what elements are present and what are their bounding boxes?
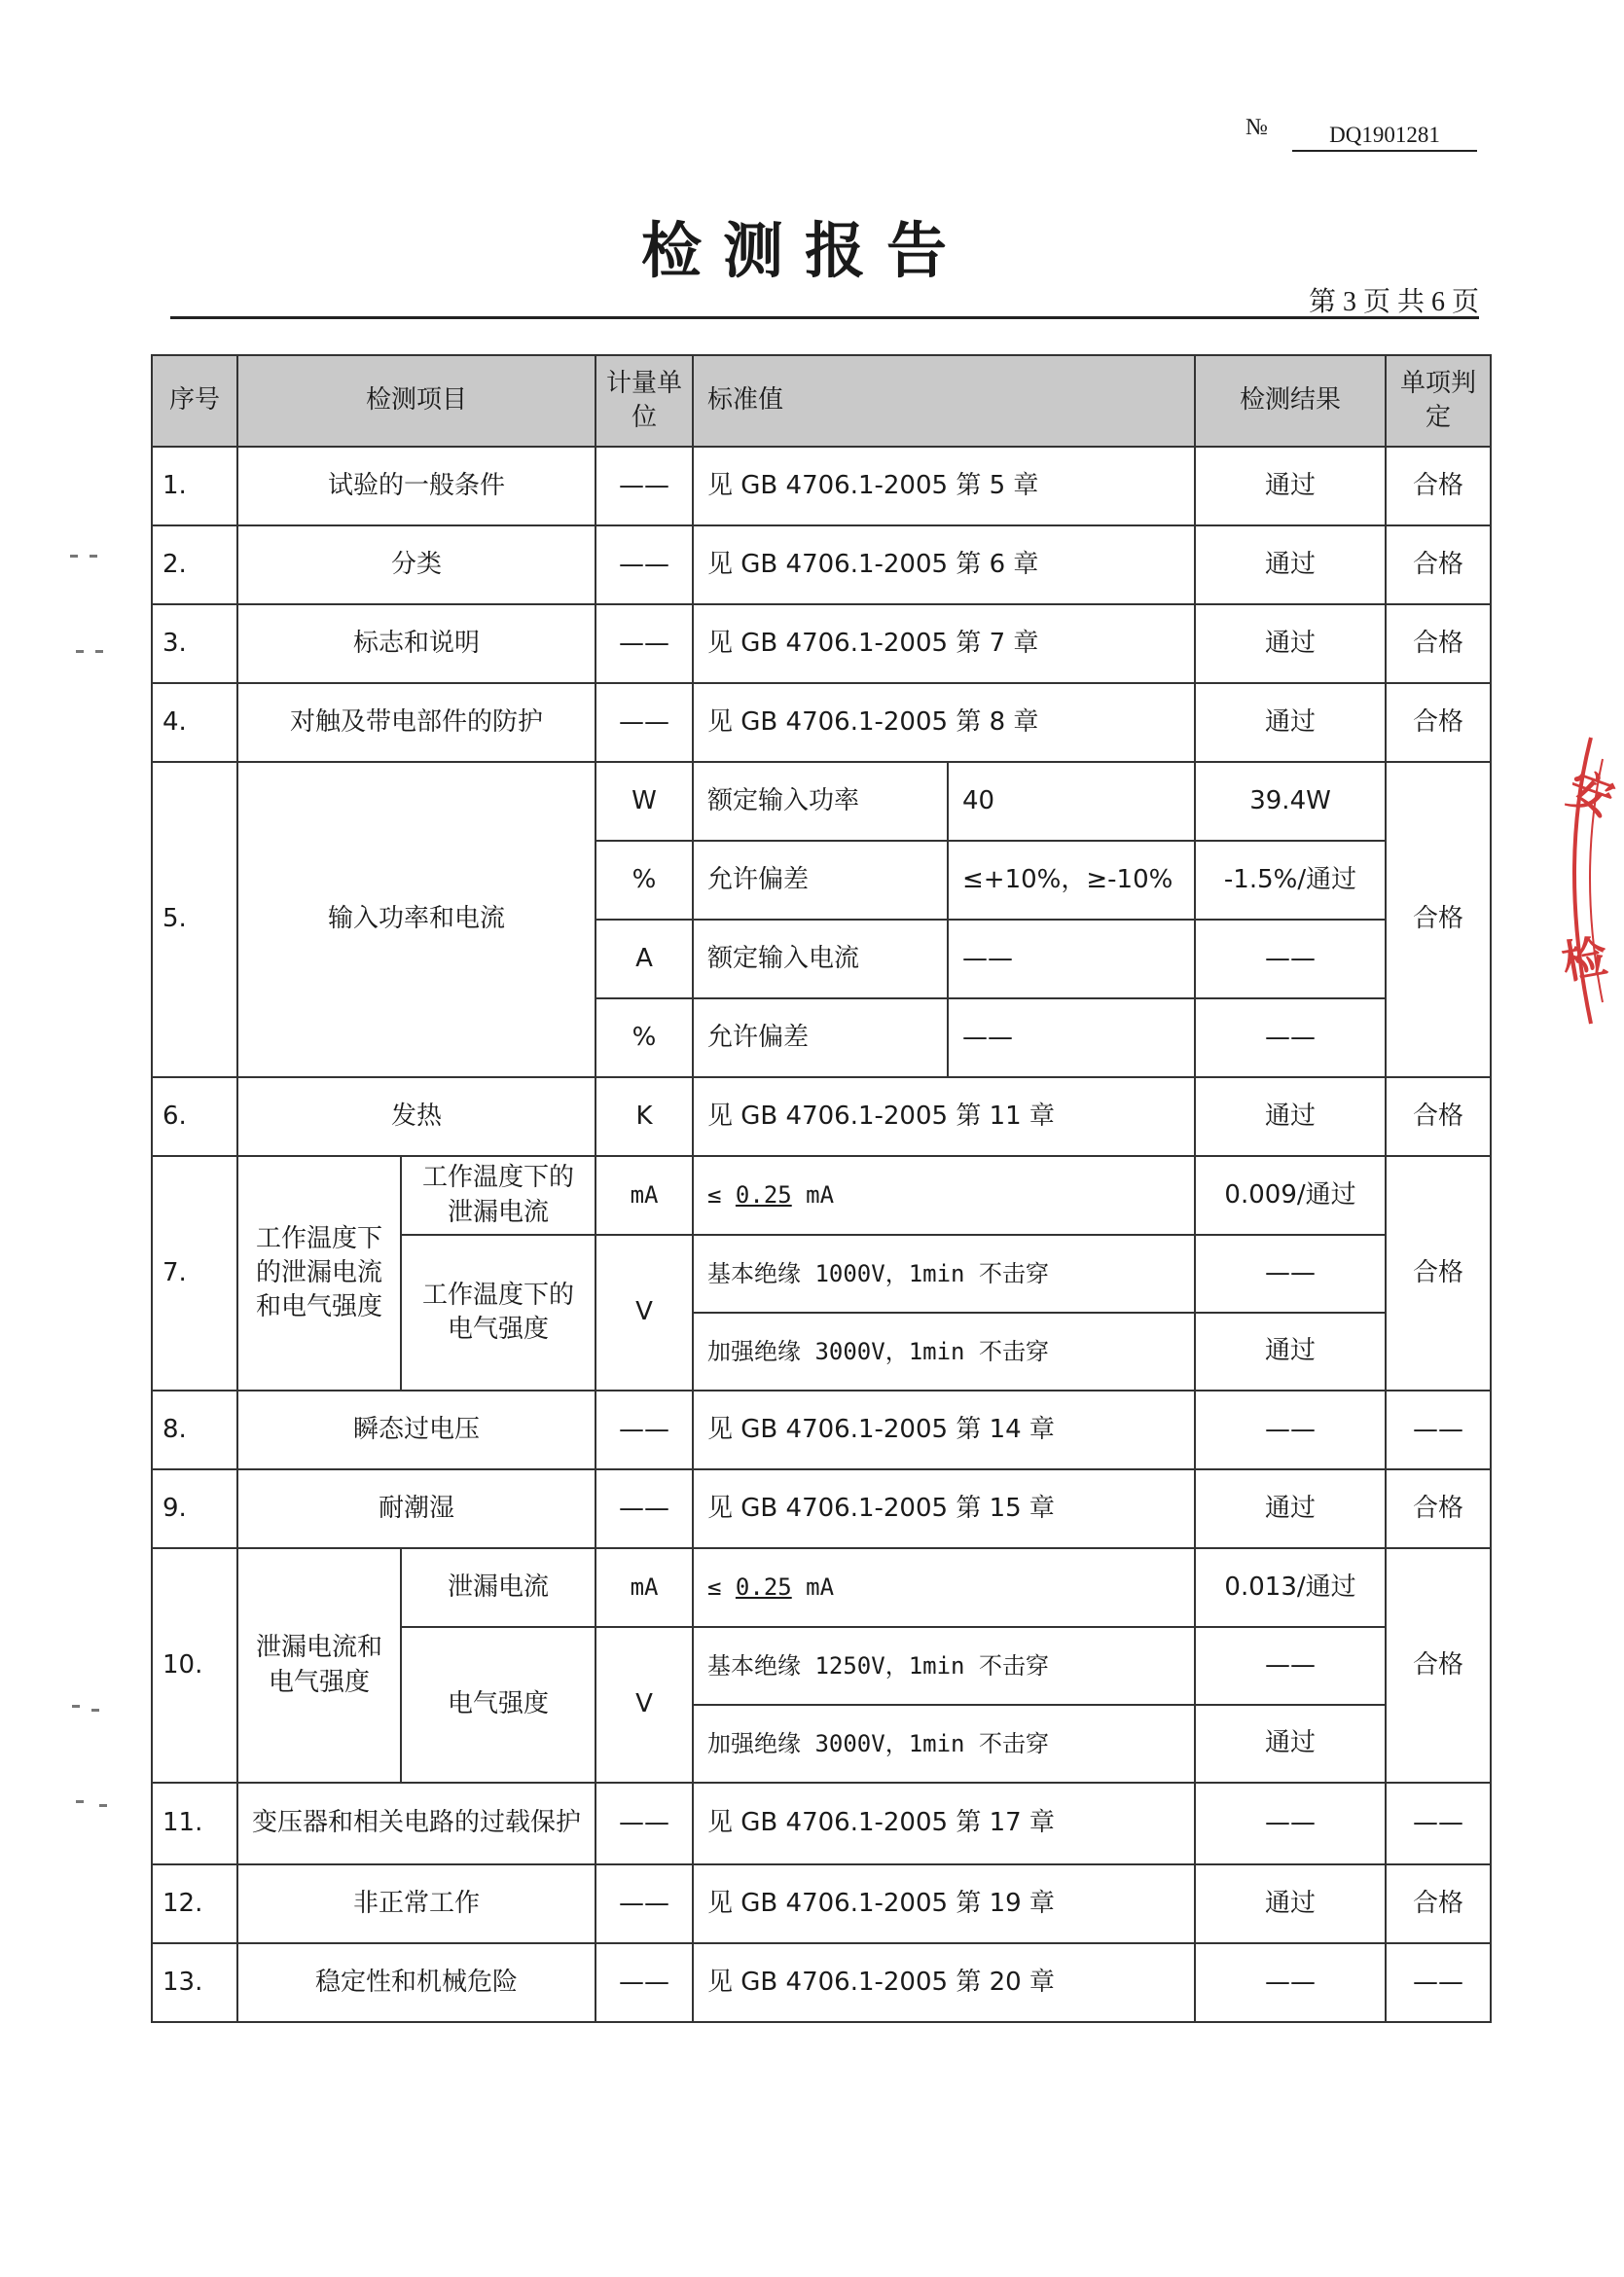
- seal-text-top: 安: [1561, 761, 1621, 827]
- seal-text-bottom: 检: [1558, 929, 1611, 990]
- table-row: [152, 762, 1491, 841]
- row-unit: ——: [595, 1469, 693, 1548]
- row-seq: 2.: [152, 525, 237, 604]
- sub-result: 0.009/通过: [1195, 1156, 1386, 1235]
- page-indicator: 第 3 页 共 6 页: [1308, 287, 1479, 317]
- table-row: [152, 525, 1491, 604]
- scan-speck: [99, 1804, 107, 1807]
- row-unit: ——: [595, 1783, 693, 1864]
- table-row: [152, 1864, 1491, 1943]
- row-unit: K: [595, 1077, 693, 1156]
- row-unit: ——: [595, 525, 693, 604]
- table-row: [152, 1391, 1491, 1469]
- sub-value: ≤+10%，≥-10%: [948, 841, 1195, 920]
- report-number-line: [1245, 115, 1479, 152]
- number-symbol: №: [1245, 115, 1268, 140]
- row-item: 变压器和相关电路的过载保护: [237, 1783, 595, 1864]
- inspection-seal: [1552, 720, 1621, 1041]
- sub-standard: [693, 1548, 1195, 1627]
- row-verdict: 合格: [1386, 1077, 1491, 1156]
- row-result: ——: [1195, 1391, 1386, 1469]
- row-seq: 5.: [152, 762, 237, 1077]
- row-seq: 11.: [152, 1783, 237, 1864]
- col-header-result: 检测结果: [1195, 355, 1386, 447]
- table-row: [152, 1156, 1491, 1235]
- row-item: 试验的一般条件: [237, 447, 595, 525]
- row-item: 瞬态过电压: [237, 1391, 595, 1469]
- row-seq: 9.: [152, 1469, 237, 1548]
- scan-speck: [90, 555, 97, 558]
- report-number: DQ1901281: [1292, 123, 1477, 152]
- col-header-standard: 标准值: [693, 355, 1195, 447]
- leq-symbol: ≤: [707, 1181, 722, 1210]
- row-seq: 10.: [152, 1548, 237, 1783]
- limit-value: 0.25: [735, 1181, 792, 1210]
- sub-item-strength: 工作温度下的电气强度: [401, 1235, 595, 1391]
- row-unit: ——: [595, 1391, 693, 1469]
- row-unit: ——: [595, 1943, 693, 2022]
- report-title: 检测报告: [640, 215, 968, 286]
- sub-unit: V: [595, 1235, 693, 1391]
- row-standard: 见 GB 4706.1-2005 第 5 章: [693, 447, 1195, 525]
- row-standard: 见 GB 4706.1-2005 第 15 章: [693, 1469, 1195, 1548]
- table-row: [152, 604, 1491, 683]
- row-verdict: 合格: [1386, 1864, 1491, 1943]
- row-seq: 3.: [152, 604, 237, 683]
- sub-result: ——: [1195, 998, 1386, 1077]
- row-verdict: 合格: [1386, 1156, 1491, 1391]
- row-item: 发热: [237, 1077, 595, 1156]
- sub-result: 0.013/通过: [1195, 1548, 1386, 1627]
- row-verdict: 合格: [1386, 683, 1491, 762]
- row-standard: 见 GB 4706.1-2005 第 14 章: [693, 1391, 1195, 1469]
- row-seq: 12.: [152, 1864, 237, 1943]
- row-seq: 1.: [152, 447, 237, 525]
- sub-item-leakage: 工作温度下的泄漏电流: [401, 1156, 595, 1235]
- sub-result: ——: [1195, 920, 1386, 998]
- sub-standard: 基本绝缘 1250V，1min 不击穿: [693, 1627, 1195, 1705]
- sub-result: 通过: [1195, 1705, 1386, 1783]
- row-item: 标志和说明: [237, 604, 595, 683]
- row-item: 输入功率和电流: [237, 762, 595, 1077]
- row-verdict: 合格: [1386, 1548, 1491, 1783]
- row-verdict: ——: [1386, 1391, 1491, 1469]
- limit-unit: mA: [806, 1181, 835, 1210]
- sub-result: 39.4W: [1195, 762, 1386, 841]
- scan-speck: [91, 1709, 99, 1712]
- leq-symbol: ≤: [707, 1573, 722, 1602]
- row-item: 对触及带电部件的防护: [237, 683, 595, 762]
- row-result: 通过: [1195, 1864, 1386, 1943]
- row-verdict: 合格: [1386, 604, 1491, 683]
- sub-value: 40: [948, 762, 1195, 841]
- row-item: 分类: [237, 525, 595, 604]
- sub-item-leakage: 泄漏电流: [401, 1548, 595, 1627]
- row-item: 非正常工作: [237, 1864, 595, 1943]
- sub-name: 额定输入电流: [693, 920, 948, 998]
- row-standard: 见 GB 4706.1-2005 第 6 章: [693, 525, 1195, 604]
- row-result: ——: [1195, 1783, 1386, 1864]
- sub-result: ——: [1195, 1627, 1386, 1705]
- table-row: [152, 1783, 1491, 1864]
- sub-name: 允许偏差: [693, 841, 948, 920]
- table-row: [152, 1469, 1491, 1548]
- sub-standard: 加强绝缘 3000V，1min 不击穿: [693, 1705, 1195, 1783]
- row-item: 工作温度下的泄漏电流和电气强度: [237, 1156, 401, 1391]
- sub-unit: mA: [595, 1156, 693, 1235]
- sub-result: 通过: [1195, 1313, 1386, 1391]
- row-standard: 见 GB 4706.1-2005 第 11 章: [693, 1077, 1195, 1156]
- sub-unit: V: [595, 1627, 693, 1783]
- row-standard: 见 GB 4706.1-2005 第 8 章: [693, 683, 1195, 762]
- row-result: 通过: [1195, 1469, 1386, 1548]
- row-unit: ——: [595, 447, 693, 525]
- col-header-item: 检测项目: [237, 355, 595, 447]
- sub-name: 额定输入功率: [693, 762, 948, 841]
- row-verdict: 合格: [1386, 762, 1491, 1077]
- scan-speck: [72, 1705, 80, 1708]
- sub-result: -1.5%/通过: [1195, 841, 1386, 920]
- sub-result: ——: [1195, 1235, 1386, 1313]
- sub-unit: %: [595, 998, 693, 1077]
- sub-unit: %: [595, 841, 693, 920]
- sub-unit: mA: [595, 1548, 693, 1627]
- row-standard: 见 GB 4706.1-2005 第 7 章: [693, 604, 1195, 683]
- sub-value: ——: [948, 998, 1195, 1077]
- table-row: [152, 1548, 1491, 1627]
- row-unit: ——: [595, 1864, 693, 1943]
- scan-speck: [76, 650, 84, 653]
- sub-value: ——: [948, 920, 1195, 998]
- sub-name: 允许偏差: [693, 998, 948, 1077]
- table-row: [152, 1943, 1491, 2022]
- row-unit: ——: [595, 604, 693, 683]
- row-seq: 6.: [152, 1077, 237, 1156]
- row-result: 通过: [1195, 683, 1386, 762]
- row-verdict: 合格: [1386, 1469, 1491, 1548]
- scan-speck: [70, 555, 78, 558]
- row-standard: 见 GB 4706.1-2005 第 17 章: [693, 1783, 1195, 1864]
- col-header-unit: 计量单位: [595, 355, 693, 447]
- row-unit: ——: [595, 683, 693, 762]
- table-row: [152, 447, 1491, 525]
- scan-speck: [76, 1800, 84, 1803]
- header-divider: [170, 316, 1479, 319]
- scan-speck: [95, 650, 103, 653]
- col-header-seq: 序号: [152, 355, 237, 447]
- limit-value: 0.25: [735, 1573, 792, 1602]
- row-seq: 13.: [152, 1943, 237, 2022]
- row-standard: 见 GB 4706.1-2005 第 19 章: [693, 1864, 1195, 1943]
- row-result: 通过: [1195, 604, 1386, 683]
- table-row: [152, 1077, 1491, 1156]
- sub-unit: W: [595, 762, 693, 841]
- row-verdict: 合格: [1386, 525, 1491, 604]
- row-seq: 7.: [152, 1156, 237, 1391]
- sub-standard: 加强绝缘 3000V，1min 不击穿: [693, 1313, 1195, 1391]
- row-result: 通过: [1195, 1077, 1386, 1156]
- row-standard: 见 GB 4706.1-2005 第 20 章: [693, 1943, 1195, 2022]
- row-seq: 4.: [152, 683, 237, 762]
- row-verdict: ——: [1386, 1783, 1491, 1864]
- row-item: 泄漏电流和电气强度: [237, 1548, 401, 1783]
- col-header-verdict: 单项判定: [1386, 355, 1491, 447]
- row-verdict: ——: [1386, 1943, 1491, 2022]
- sub-standard: 基本绝缘 1000V，1min 不击穿: [693, 1235, 1195, 1313]
- sub-unit: A: [595, 920, 693, 998]
- row-seq: 8.: [152, 1391, 237, 1469]
- table-row: [152, 683, 1491, 762]
- row-verdict: 合格: [1386, 447, 1491, 525]
- sub-standard: [693, 1156, 1195, 1235]
- row-result: 通过: [1195, 447, 1386, 525]
- row-result: 通过: [1195, 525, 1386, 604]
- table-header-row: [152, 355, 1491, 447]
- row-item: 耐潮湿: [237, 1469, 595, 1548]
- limit-unit: mA: [806, 1573, 835, 1602]
- sub-item-strength: 电气强度: [401, 1627, 595, 1783]
- row-item: 稳定性和机械危险: [237, 1943, 595, 2022]
- row-result: ——: [1195, 1943, 1386, 2022]
- test-results-table: [151, 354, 1492, 2023]
